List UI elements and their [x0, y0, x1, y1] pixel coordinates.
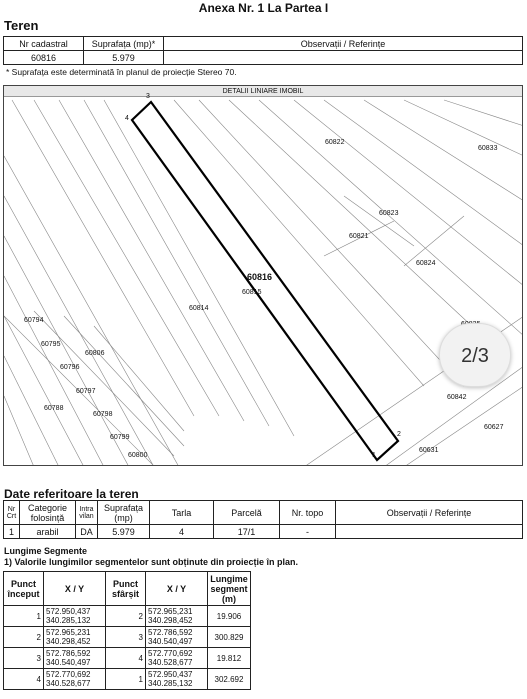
col-observatii: Observații / Referințe — [164, 37, 523, 51]
col-suprafata: Suprafața (mp) — [98, 501, 150, 525]
cell-suprafata: 5.979 — [98, 525, 150, 539]
date-ref-table — [3, 500, 523, 539]
coordinate-value: 572.950,437 — [148, 670, 193, 679]
vertex-2: 2 — [397, 431, 401, 438]
col-lungime: Lungime segment (m) — [208, 572, 251, 606]
col-intravilan: Intra vilan — [76, 501, 98, 525]
label-60794: 60794 — [24, 317, 44, 324]
segments-body — [4, 606, 251, 690]
coordinate-value: 340.285,132 — [46, 616, 91, 625]
cell-categorie: arabil — [20, 525, 76, 539]
coordinate-value: 340.298,452 — [148, 616, 193, 625]
label-60833: 60833 — [478, 145, 498, 152]
cell-xy-1 — [44, 627, 106, 648]
label-60822: 60822 — [325, 139, 345, 146]
col-punct-inceput: Punct început — [4, 572, 44, 606]
col-nr-crt: Nr Crt — [4, 501, 20, 525]
coordinate-value: 572.786,592 — [148, 628, 193, 637]
main-parcel-label: 60816 — [247, 272, 273, 282]
table-row — [4, 669, 251, 690]
neighbor-boundaries — [4, 100, 523, 466]
col-nr-cadastral: Nr cadastral — [4, 37, 84, 51]
cell-xy-1 — [44, 606, 106, 627]
label-60824: 60824 — [416, 260, 436, 267]
document-title: Anexa Nr. 1 La Partea I — [198, 1, 329, 15]
cell-end: 1 — [106, 669, 146, 690]
cell-nr-topo: - — [280, 525, 336, 539]
label-60788: 60788 — [44, 405, 64, 412]
cell-xy-2 — [146, 648, 208, 669]
cell-tarla: 4 — [150, 525, 214, 539]
col-categorie: Categorie folosință — [20, 501, 76, 525]
coordinate-value: 572.950,437 — [46, 607, 91, 616]
cell-length: 19.812 — [208, 648, 251, 669]
parcel-map — [3, 85, 523, 466]
coordinate-value: 572.965,231 — [148, 607, 193, 616]
cell-start: 2 — [4, 627, 44, 648]
cell-end: 3 — [106, 627, 146, 648]
page-indicator-badge[interactable]: 2/3 — [439, 323, 511, 387]
vertex-1: 1 — [372, 452, 376, 459]
cell-length: 19.906 — [208, 606, 251, 627]
footnote: * Suprafața este determinată în planul de proiecție Stereo 70. — [6, 67, 237, 77]
col-xy-2: X / Y — [146, 572, 208, 606]
cell-start: 1 — [4, 606, 44, 627]
label-60806: 60806 — [85, 350, 105, 357]
cell-xy-2 — [146, 669, 208, 690]
cell-start: 3 — [4, 648, 44, 669]
label-60796: 60796 — [60, 364, 80, 371]
label-60795: 60795 — [41, 341, 61, 348]
cell-length: 300.829 — [208, 627, 251, 648]
coordinate-value: 572.965,231 — [46, 628, 91, 637]
cell-length: 302.692 — [208, 669, 251, 690]
coordinate-value: 340.285,132 — [148, 679, 193, 688]
label-60799: 60799 — [110, 434, 130, 441]
segments-title: Lungime Segmente — [4, 546, 88, 556]
col-parcela: Parcelă — [214, 501, 280, 525]
label-60627: 60627 — [484, 424, 504, 431]
label-60797: 60797 — [76, 388, 96, 395]
label-60815: 60815 — [242, 289, 262, 296]
coordinate-value: 340.298,452 — [46, 637, 91, 646]
coordinate-value: 340.540,497 — [148, 637, 193, 646]
coordinate-value: 572.786,592 — [46, 649, 91, 658]
table-row — [4, 627, 251, 648]
coordinate-value: 572.770,692 — [148, 649, 193, 658]
cell-xy-1 — [44, 669, 106, 690]
coordinate-value: 340.528,677 — [148, 658, 193, 667]
cell-observatii — [164, 51, 523, 65]
vertex-4: 4 — [125, 115, 129, 122]
cell-nr-crt: 1 — [4, 525, 20, 539]
coordinate-value: 340.540,497 — [46, 658, 91, 667]
cell-nr-cadastral: 60816 — [4, 51, 84, 65]
segments-subtitle: 1) Valorile lungimilor segmentelor sunt obținute din proiecție în plan. — [4, 557, 299, 567]
col-nr-topo: Nr. topo — [280, 501, 336, 525]
cell-observatii — [336, 525, 523, 539]
segments-table — [3, 571, 251, 690]
label-60814: 60814 — [189, 305, 209, 312]
table-row — [4, 606, 251, 627]
label-60631: 60631 — [419, 447, 439, 454]
col-tarla: Tarla — [150, 501, 214, 525]
coordinate-value: 340.528,677 — [46, 679, 91, 688]
cell-suprafata: 5.979 — [84, 51, 164, 65]
cell-xy-1 — [44, 648, 106, 669]
map-header: DETALII LINIARE IMOBIL — [4, 86, 522, 97]
coordinate-value: 572.770,692 — [46, 670, 91, 679]
cell-end: 4 — [106, 648, 146, 669]
cell-parcela: 17/1 — [214, 525, 280, 539]
label-60823: 60823 — [379, 210, 399, 217]
col-suprafata: Suprafața (mp)* — [84, 37, 164, 51]
section-title-teren: Teren — [4, 18, 39, 33]
teren-table — [3, 36, 523, 65]
col-xy-1: X / Y — [44, 572, 106, 606]
label-60821: 60821 — [349, 233, 369, 240]
date-ref-title: Date referitoare la teren — [4, 487, 139, 501]
cell-xy-2 — [146, 606, 208, 627]
label-60800: 60800 — [128, 452, 148, 459]
col-observatii: Observații / Referințe — [336, 501, 523, 525]
table-row — [4, 648, 251, 669]
cell-start: 4 — [4, 669, 44, 690]
cell-end: 2 — [106, 606, 146, 627]
vertex-3: 3 — [146, 93, 150, 100]
cell-intravilan: DA — [76, 525, 98, 539]
col-punct-sfarsit: Punct sfârșit — [106, 572, 146, 606]
label-60842: 60842 — [447, 394, 467, 401]
label-60798: 60798 — [93, 411, 113, 418]
cell-xy-2 — [146, 627, 208, 648]
